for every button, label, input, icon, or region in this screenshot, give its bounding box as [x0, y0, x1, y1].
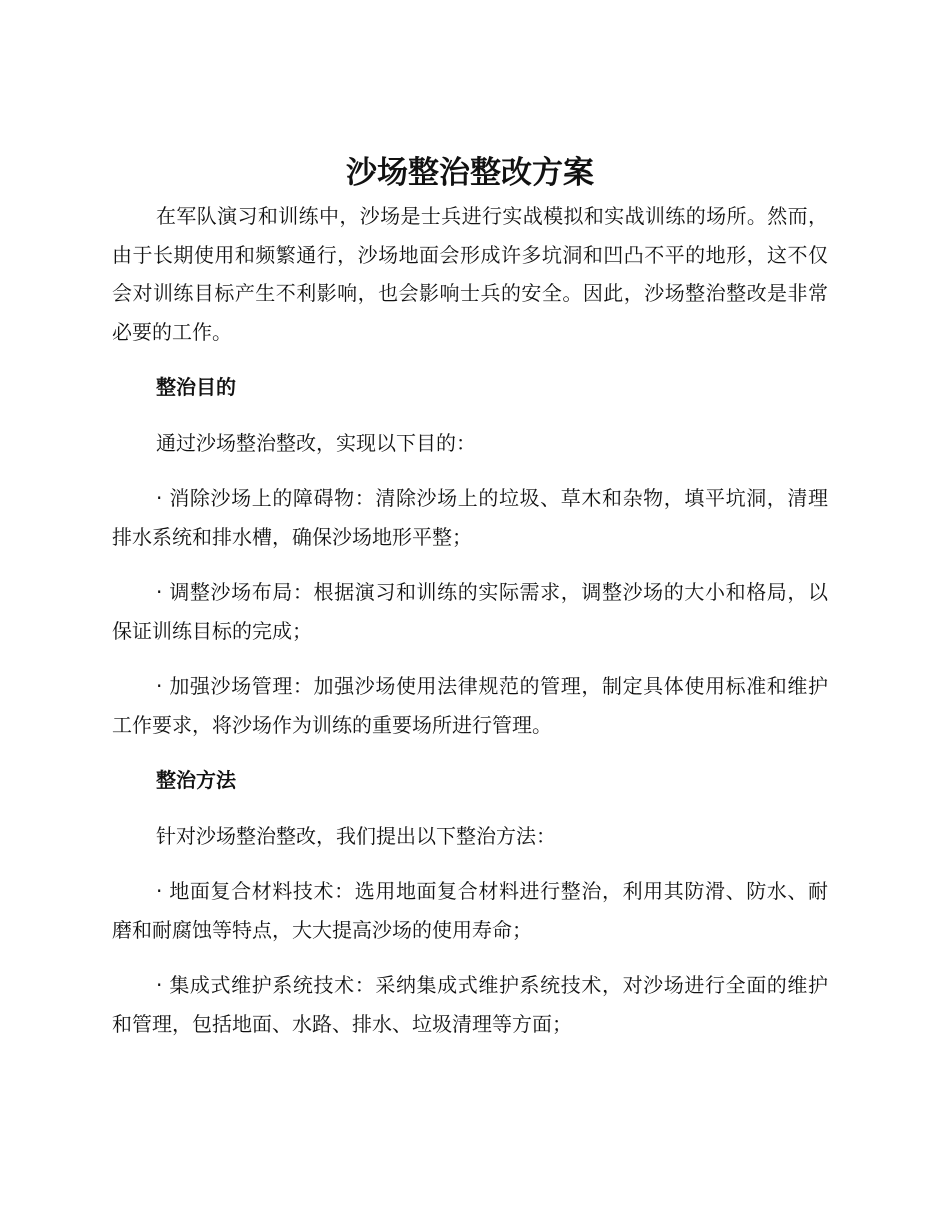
list-item: · 加强沙场管理：加强沙场使用法律规范的管理，制定具体使用标准和维护工作要求，将沙场作为训练的重要场所进行管理。 [112, 674, 828, 737]
document-page [112, 150, 828, 1043]
section-heading: 整治目的 [156, 375, 236, 399]
intro-paragraph: 在军队演习和训练中，沙场是士兵进行实战模拟和实战训练的场所。然而，由于长期使用和频繁通行，沙场地面会形成许多坑洞和凹凸不平的地形，这不仅会对训练目标产生不利影响，也会影响士兵的安全。因此，沙场整治整改是非常必要的工作。 [112, 204, 828, 344]
document-title: 沙场整治整改方案 [346, 155, 594, 191]
section-heading: 整治方法 [156, 768, 236, 792]
list-item: · 调整沙场布局：根据演习和训练的实际需求，调整沙场的大小和格局，以保证训练目标的完成； [112, 580, 828, 643]
section-lead: 通过沙场整治整改，实现以下目的： [156, 430, 476, 455]
section-method [112, 761, 828, 1043]
list-item: · 集成式维护系统技术：采纳集成式维护系统技术，对沙场进行全面的维护和管理，包括地面、水路、排水、垃圾清理等方面； [112, 973, 828, 1036]
list-item: · 消除沙场上的障碍物：清除沙场上的垃圾、草木和杂物，填平坑洞，清理排水系统和排水槽，确保沙场地形平整； [112, 486, 828, 549]
section-lead: 针对沙场整治整改，我们提出以下整治方法： [156, 823, 556, 848]
section-purpose [112, 368, 828, 744]
list-item: · 地面复合材料技术：选用地面复合材料进行整治，利用其防滑、防水、耐磨和耐腐蚀等特点，大大提高沙场的使用寿命； [112, 879, 828, 942]
